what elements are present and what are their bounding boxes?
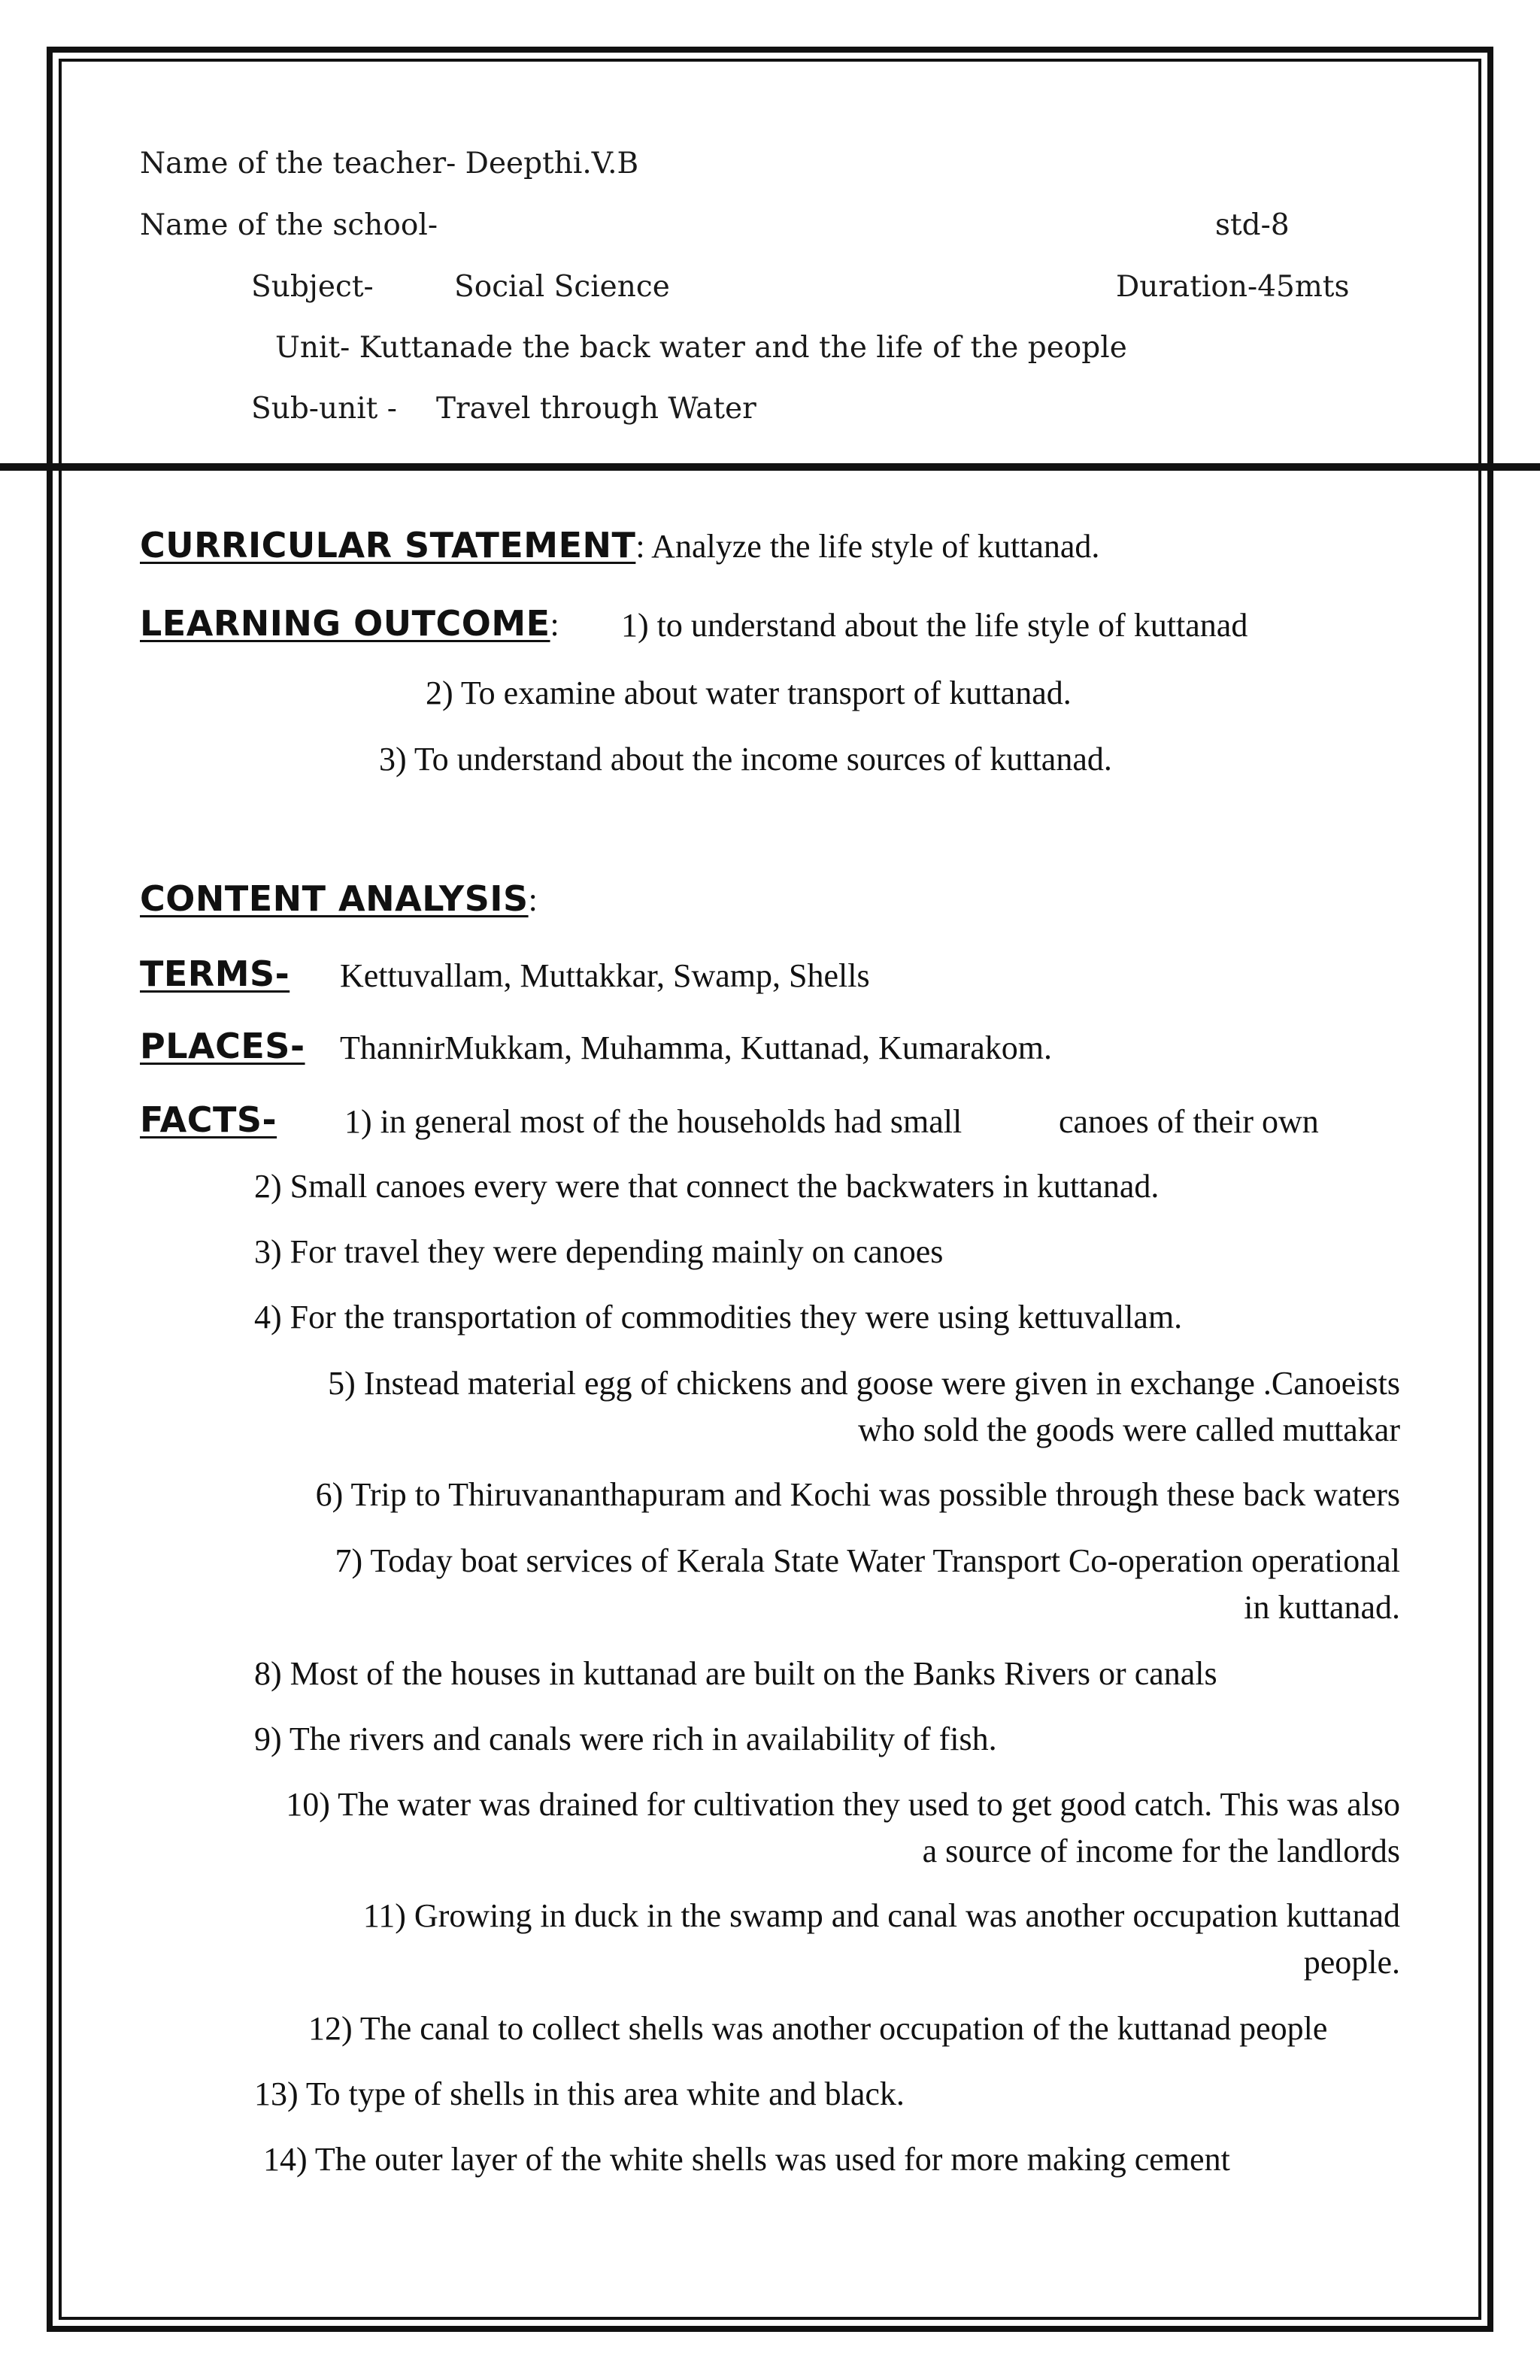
- learning-item-2: 2) To examine about water transport of kuttanad.: [426, 675, 1072, 711]
- facts-label: FACTS-: [140, 1099, 277, 1140]
- fact-6: 6) Trip to Thiruvananthapuram and Kochi was possible through these back waters: [315, 1476, 1400, 1513]
- teacher-name: Name of the teacher- Deepthi.V.B: [140, 147, 639, 180]
- places-label: PLACES-: [140, 1026, 305, 1066]
- fact-7: 7) Today boat services of Kerala State Water Transport Co-operation operational: [335, 1542, 1400, 1579]
- learning-item-1: 1) to understand about the life style of kuttanad: [621, 607, 1248, 644]
- subunit-value: Travel through Water: [436, 392, 756, 426]
- fact-7-cont: in kuttanad.: [1244, 1589, 1400, 1626]
- content-analysis: [140, 878, 538, 919]
- fact-11-cont: people.: [1303, 1944, 1400, 1981]
- fact-2: 2) Small canoes every were that connect the backwaters in kuttanad.: [254, 1168, 1160, 1205]
- subject-value: Social Science: [454, 270, 670, 304]
- learning-heading: LEARNING OUTCOME: [140, 603, 550, 644]
- fact-10-cont: a source of income for the landlords: [922, 1833, 1400, 1869]
- learning-colon: :: [550, 606, 559, 643]
- duration: Duration-45mts: [1116, 270, 1350, 304]
- subject-label: Subject-: [251, 270, 374, 304]
- fact-3: 3) For travel they were depending mainly on canoes: [254, 1233, 944, 1270]
- unit: Unit- Kuttanade the back water and the life of the people: [275, 331, 1127, 365]
- content-heading: CONTENT ANALYSIS: [140, 878, 529, 919]
- learning-outcome: [140, 603, 559, 644]
- std: std-8: [1215, 208, 1290, 242]
- fact-14: 14) The outer layer of the white shells was used for more making cement: [263, 2141, 1230, 2178]
- places-text: ThannirMukkam, Muhamma, Kuttanad, Kumarakom.: [340, 1029, 1053, 1066]
- school-name: Name of the school-: [140, 208, 438, 242]
- fact-10: 10) The water was drained for cultivation they used to get good catch. This was also: [286, 1786, 1400, 1823]
- curricular-statement: [140, 525, 1100, 565]
- fact-11: 11) Growing in duck in the swamp and canal was another occupation kuttanad: [362, 1897, 1400, 1934]
- header-divider: [0, 463, 1540, 471]
- learning-item-3: 3) To understand about the income sources of kuttanad.: [379, 741, 1112, 778]
- fact-12: 12) The canal to collect shells was another occupation of the kuttanad people: [308, 2010, 1328, 2047]
- fact-4: 4) For the transportation of commodities they were using kettuvallam.: [254, 1299, 1183, 1336]
- fact-1-cont: canoes of their own: [1059, 1103, 1319, 1140]
- fact-9: 9) The rivers and canals were rich in availability of fish.: [254, 1721, 997, 1757]
- fact-5: 5) Instead material egg of chickens and goose were given in exchange .Canoeists: [328, 1365, 1400, 1402]
- curricular-text: : Analyze the life style of kuttanad.: [635, 528, 1100, 565]
- fact-13: 13) To type of shells in this area white and black.: [254, 2075, 905, 2112]
- fact-5-cont: who sold the goods were called muttakar: [858, 1411, 1400, 1448]
- terms-label: TERMS-: [140, 954, 290, 994]
- subunit-label: Sub-unit -: [251, 392, 397, 426]
- curricular-heading: CURRICULAR STATEMENT: [140, 525, 636, 565]
- fact-8: 8) Most of the houses in kuttanad are built on the Banks Rivers or canals: [254, 1655, 1217, 1692]
- terms-text: Kettuvallam, Muttakkar, Swamp, Shells: [340, 957, 870, 994]
- content-colon: :: [528, 881, 538, 918]
- fact-1: 1) in general most of the households had small: [344, 1103, 962, 1140]
